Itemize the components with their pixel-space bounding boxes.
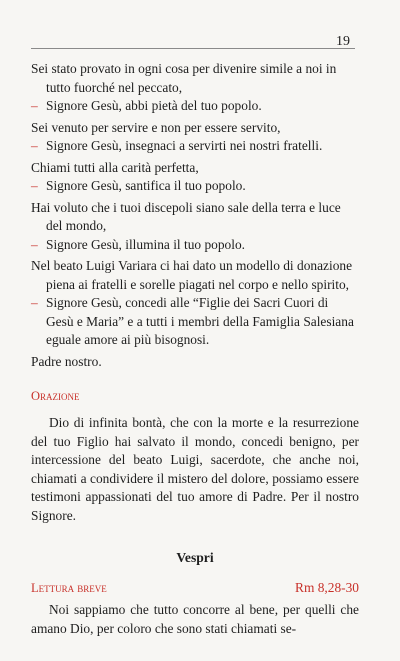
response-text: Signore Gesù, illumina il tuo popolo. [46, 236, 245, 252]
response-text: Signore Gesù, abbi pietà del tuo popolo. [46, 98, 262, 113]
response [31, 137, 359, 156]
lettura-header [31, 580, 359, 596]
intercessions [31, 60, 359, 350]
response-dash: – [31, 98, 38, 113]
intercession [31, 257, 359, 350]
orazione-label: Orazione [31, 389, 80, 403]
response [31, 177, 359, 196]
lettura-label: Lettura breve [31, 581, 107, 595]
intercession [31, 119, 359, 156]
invocation: Hai voluto che i tuoi discepoli siano sale della terra e luce del mondo, [31, 199, 341, 233]
response-dash: – [31, 178, 38, 193]
response-text: Signore Gesù, santifica il tuo popolo. [46, 178, 246, 193]
intercession [31, 199, 359, 255]
response-text: Signore Gesù, concedi alle “Figlie dei Sacri Cuori di Gesù e Maria” e a tutti i membri della Famiglia Salesiana eguale amore ai più bisognosi. [46, 295, 354, 347]
scripture-reference: Rm 8,28-30 [295, 580, 359, 595]
closing-prayer: Padre nostro. [31, 353, 102, 369]
response-dash: – [31, 295, 38, 310]
response [31, 294, 359, 350]
page-content [31, 60, 359, 638]
page-number: 19 [336, 34, 350, 49]
response [31, 97, 359, 116]
response-dash: – [31, 236, 38, 252]
header-rule [31, 48, 355, 49]
intercession [31, 60, 359, 116]
vespri-title: Vespri [176, 550, 214, 565]
response-text: Signore Gesù, insegnaci a servirti nei nostri fratelli. [46, 138, 323, 153]
response-dash: – [31, 138, 38, 153]
invocation: Chiami tutti alla carità perfetta, [31, 159, 199, 175]
intercession [31, 159, 359, 196]
invocation: Sei stato provato in ogni cosa per divenire simile a noi in tutto fuorché nel peccato, [31, 61, 337, 95]
invocation: Sei venuto per servire e non per essere servito, [31, 119, 281, 135]
orazione-text: Dio di infinita bontà, che con la morte e la resurrezione del tuo Figlio hai salvato il mondo, concedi benigno, per intercessione del beato Luigi, sacerdote, che anche noi, chiamati a condividere il mistero del dolore, possiamo essere testimoni appassionati del tuo amore di Padre. Per il nostro Signore. [31, 415, 359, 523]
reading-text: Noi sappiamo che tutto concorre al bene, per quelli che amano Dio, per coloro che sono stati chiamati se- [31, 602, 359, 636]
response [31, 236, 359, 255]
invocation: Nel beato Luigi Variara ci hai dato un modello di donazione piena ai fratelli e sorelle piagati nel corpo e nello spirito, [31, 258, 353, 292]
